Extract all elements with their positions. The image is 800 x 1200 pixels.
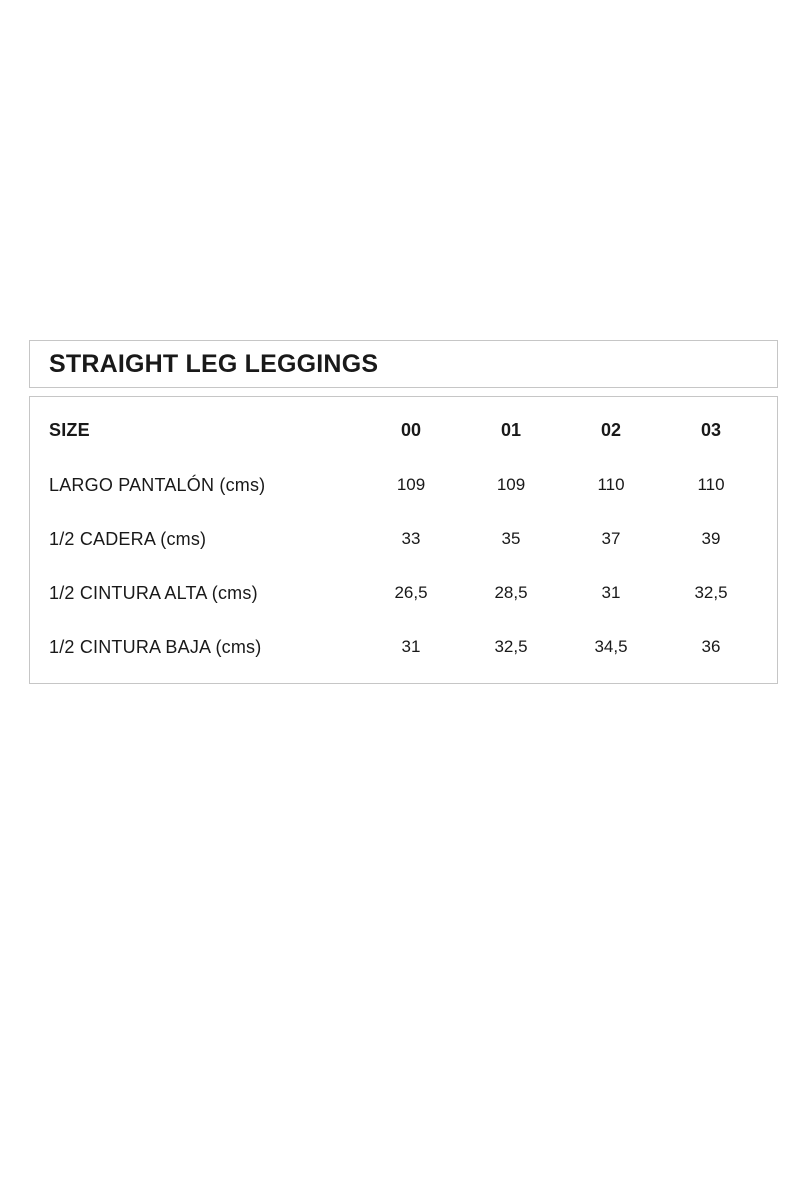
row-label: LARGO PANTALÓN (cms) [49, 474, 266, 495]
product-title: STRAIGHT LEG LEGGINGS [49, 349, 379, 378]
row-value: 32,5 [694, 583, 728, 602]
row-value: 31 [601, 583, 621, 602]
row-label: 1/2 CINTURA ALTA (cms) [49, 582, 258, 603]
table-row-cintura-baja [49, 620, 761, 674]
row-value: 28,5 [494, 583, 528, 602]
row-value: 34,5 [594, 637, 628, 656]
row-value: 109 [496, 475, 526, 494]
row-value: 110 [697, 475, 725, 494]
row-label: 1/2 CINTURA BAJA (cms) [49, 636, 262, 657]
row-value: 32,5 [494, 637, 528, 656]
size-chart-table [29, 396, 778, 684]
size-column-03: 03 [700, 419, 722, 440]
row-value: 36 [701, 637, 721, 656]
row-value: 31 [401, 637, 421, 656]
table-row-cintura-alta [49, 566, 761, 620]
table-row-largo-pantalon [49, 458, 761, 512]
row-label: 1/2 CADERA (cms) [49, 528, 207, 549]
product-title-bar [29, 340, 778, 388]
row-value: 110 [597, 475, 625, 494]
size-column-01: 01 [500, 419, 522, 440]
row-value: 37 [601, 529, 621, 548]
row-value: 35 [501, 529, 521, 548]
size-column-00: 00 [400, 419, 422, 440]
table-row-media-cadera [49, 512, 761, 566]
size-chart-header-row [49, 402, 761, 458]
row-value: 39 [701, 529, 721, 548]
size-column-02: 02 [600, 419, 622, 440]
row-value: 109 [396, 475, 426, 494]
row-value: 33 [401, 529, 421, 548]
size-header-label: SIZE [49, 419, 90, 440]
row-value: 26,5 [394, 583, 428, 602]
